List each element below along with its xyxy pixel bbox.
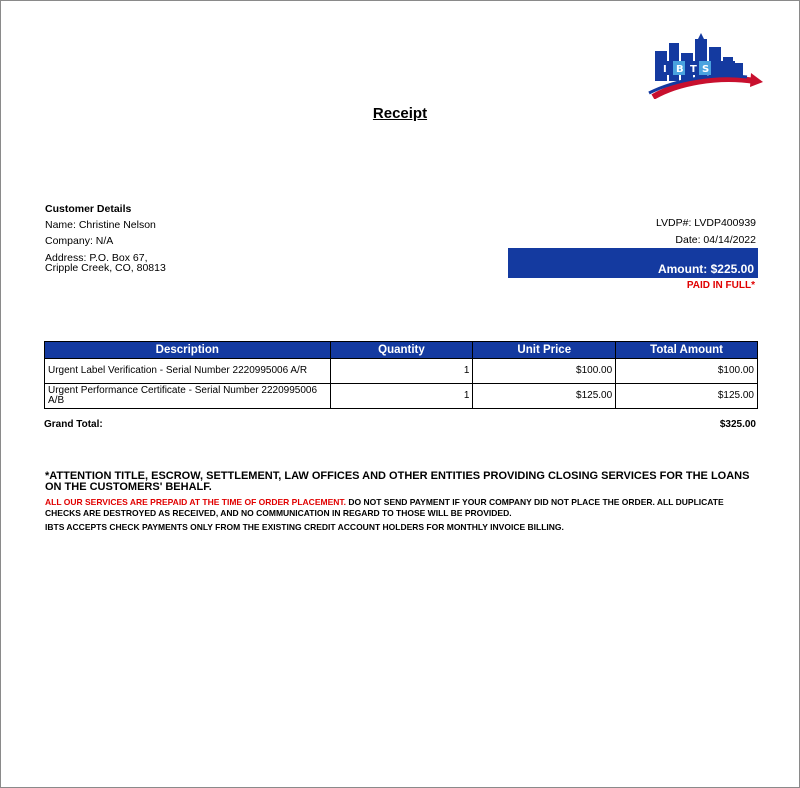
table-row <box>45 384 758 409</box>
cell-total: $125.00 <box>616 384 758 409</box>
cell-total: $100.00 <box>616 359 758 384</box>
payment-status: PAID IN FULL* <box>686 280 755 291</box>
column-header-total-amount: Total Amount <box>616 342 758 359</box>
customer-address-line2: Cripple Creek, CO, 80813 <box>45 262 166 274</box>
page-title: Receipt <box>372 105 428 122</box>
attention-notice <box>45 471 761 532</box>
table-row <box>45 359 758 384</box>
items-table <box>44 341 758 409</box>
cell-quantity: 1 <box>330 384 473 409</box>
lvdp-number: LVDP#: LVDP400939 <box>655 217 756 229</box>
logo-letter-b: B <box>676 64 684 75</box>
customer-details <box>45 201 166 273</box>
customer-company: Company: N/A <box>45 235 114 247</box>
logo-letter-s: S <box>702 64 710 75</box>
grand-total-label: Grand Total: <box>44 419 103 430</box>
amount-banner <box>508 248 758 278</box>
customer-address-line1: Address: P.O. Box 67, <box>45 252 148 264</box>
cell-description: Urgent Label Verification - Serial Number 2220995006 A/R <box>45 359 331 384</box>
grand-total-row <box>44 419 758 430</box>
attention-heading: *ATTENTION TITLE, ESCROW, SETTLEMENT, LAW OFFICES AND OTHER ENTITIES PROVIDING CLOSING SERVICES FOR THE LOANS ON THE CUSTOMERS' BEHALF. <box>45 470 750 493</box>
logo-letter-t: T <box>690 64 697 75</box>
column-header-quantity: Quantity <box>330 342 473 359</box>
customer-details-header: Customer Details <box>45 203 132 215</box>
prepaid-notice <box>45 497 761 519</box>
prepaid-warning: ALL OUR SERVICES ARE PREPAID AT THE TIME OF ORDER PLACEMENT. <box>45 497 346 507</box>
cell-unit-price: $125.00 <box>473 384 616 409</box>
order-date: Date: 04/14/2022 <box>675 234 756 246</box>
check-payments-notice: IBTS ACCEPTS CHECK PAYMENTS ONLY FROM THE EXISTING CREDIT ACCOUNT HOLDERS FOR MONTHLY INVOICE BILLING. <box>45 522 564 532</box>
amount-value: Amount: $225.00 <box>657 262 754 276</box>
order-info <box>656 215 756 249</box>
logo-letter-i: I <box>663 64 667 75</box>
table-header-row <box>45 342 758 359</box>
grand-total-value: $325.00 <box>719 419 756 430</box>
column-header-description: Description <box>45 342 331 359</box>
cell-unit-price: $100.00 <box>473 359 616 384</box>
cell-description: Urgent Performance Certificate - Serial Number 2220995006 A/B <box>45 384 331 409</box>
customer-address <box>45 253 166 273</box>
ibts-logo-icon <box>647 31 763 99</box>
customer-name: Name: Christine Nelson <box>45 219 156 231</box>
column-header-unit-price: Unit Price <box>473 342 616 359</box>
duplicate-checks-text: DO NOT SEND PAYMENT IF YOUR COMPANY DID NOT PLACE THE ORDER. ALL DUPLICATE CHECKS ARE DESTROYED AS RECEIVED, AND NO COMMUNICATION IN REGARD TO THOSE WILL BE PROVIDED. <box>45 497 724 518</box>
cell-quantity: 1 <box>330 359 473 384</box>
